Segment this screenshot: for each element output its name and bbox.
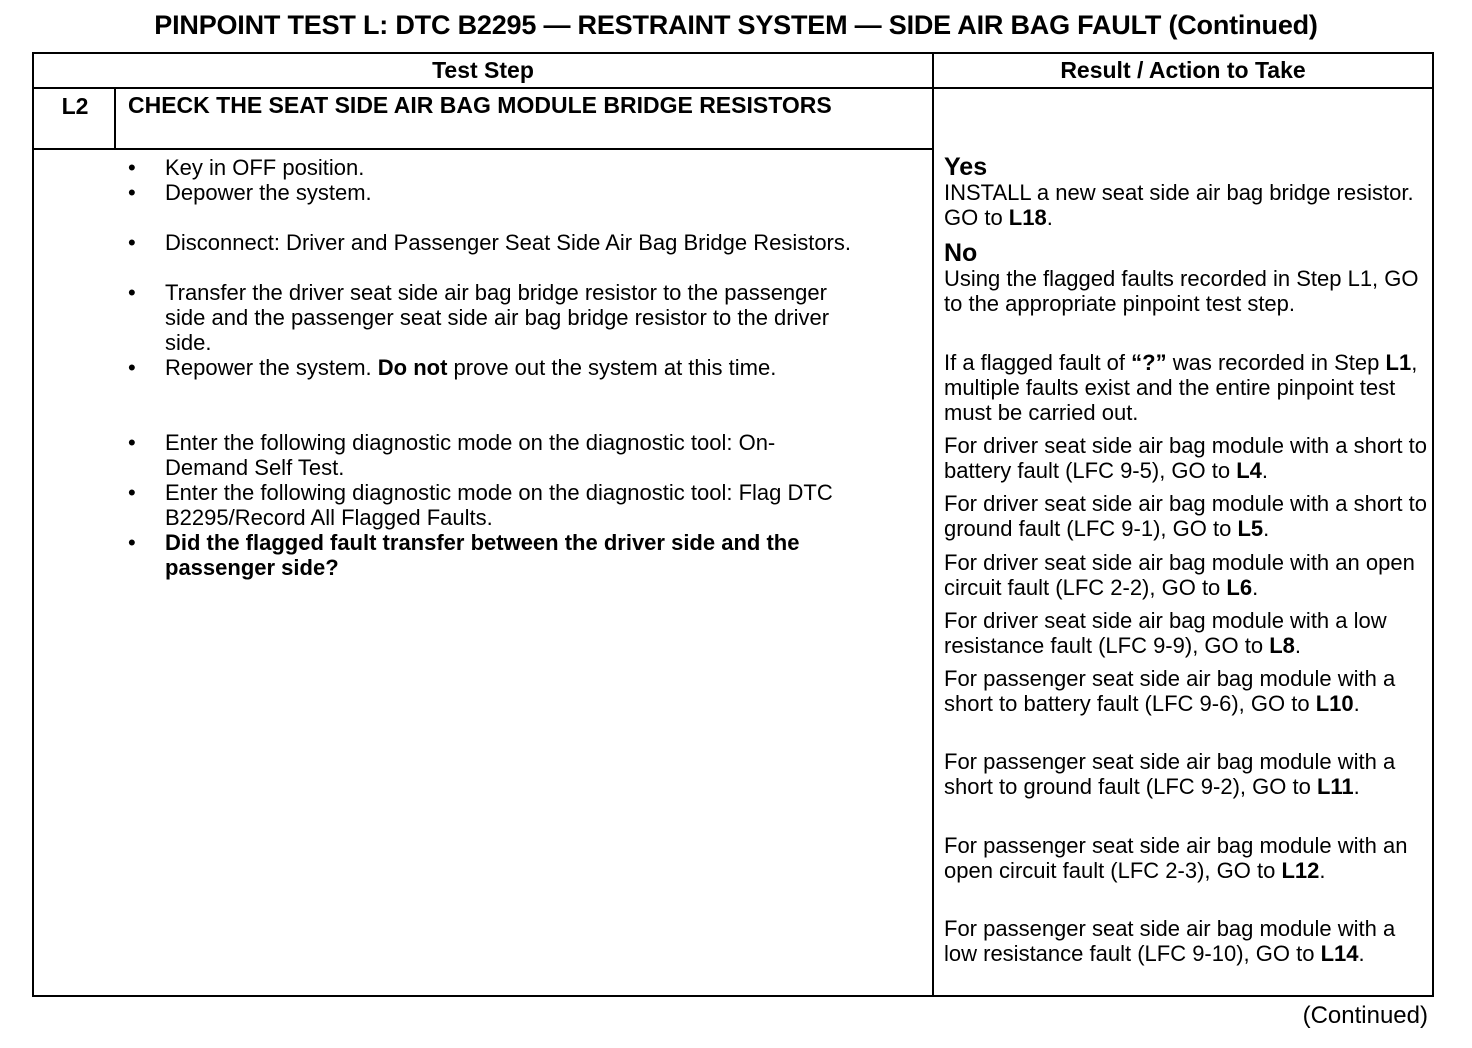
no-text: Using the flagged faults recorded in Step L1, GO to the appropriate pinpoint test step. [944, 266, 1419, 316]
result-action [944, 433, 1432, 483]
bullet-item [128, 155, 918, 180]
action-text: For driver seat side air bag module with a short to ground fault (LFC 9-1), GO to [944, 491, 1428, 541]
note-post: , multiple faults exist and the entire pinpoint test must be carried out. [944, 350, 1418, 425]
action-ref: L10 [1315, 691, 1354, 716]
note-mark: “?” [1131, 350, 1167, 375]
page-title: PINPOINT TEST L: DTC B2295 — RESTRAINT SYSTEM — SIDE AIR BAG FAULT (Continued) [154, 10, 1318, 40]
bullet-question: Did the flagged fault transfer between the driver side and the passenger side? [165, 530, 800, 580]
yes-label: Yes [944, 153, 988, 181]
action-end: . [1319, 858, 1326, 883]
step-title-divider [32, 148, 934, 150]
table-border-bottom [32, 995, 1434, 997]
note-ref: L1 [1385, 350, 1412, 375]
step-id: L2 [61, 93, 89, 119]
bullet-text: Disconnect: Driver and Passenger Seat Side Air Bag Bridge Resistors. [165, 230, 851, 255]
result-yes [944, 154, 1432, 230]
bullet-dot: • [128, 230, 136, 255]
action-text: For driver seat side air bag module with a low resistance fault (LFC 9-9), GO to [944, 608, 1387, 658]
header-result: Result / Action to Take [1060, 57, 1306, 83]
action-end: . [1358, 941, 1365, 966]
action-end: . [1353, 774, 1360, 799]
bullet-text [165, 355, 918, 380]
action-ref: L4 [1236, 458, 1262, 483]
bullet-dot: • [128, 430, 136, 455]
step-id-divider [114, 87, 116, 149]
bullet-text: Transfer the driver seat side air bag bridge resistor to the passenger side and the passenger seat side air bag bridge resistor to the driver side. [165, 280, 830, 355]
continued-label: (Continued) [1302, 1002, 1428, 1029]
bullet-item [128, 180, 918, 205]
bullet-item [128, 230, 918, 255]
action-end: . [1263, 516, 1270, 541]
bullet-text: Depower the system. [165, 180, 372, 205]
table-border-top [32, 52, 1434, 54]
bullet-text: Enter the following diagnostic mode on the diagnostic tool: Flag DTC B2295/Record All Flagged Faults. [165, 480, 833, 530]
bullet-item [128, 355, 918, 380]
bullet-dot: • [128, 155, 136, 180]
bullet-dot: • [128, 480, 136, 505]
action-end: . [1252, 575, 1259, 600]
action-end: . [1261, 458, 1269, 483]
bullet-item [128, 280, 918, 355]
action-text: For passenger seat side air bag module with an open circuit fault (LFC 2-3), GO to [944, 833, 1408, 883]
table-border-left [32, 52, 34, 997]
bullet-item [128, 430, 918, 480]
header-test-step: Test Step [432, 57, 534, 83]
no-label: No [944, 239, 978, 267]
bullet-item [128, 530, 918, 580]
action-text: For passenger seat side air bag module with a short to battery fault (LFC 9-6), GO to [944, 666, 1396, 716]
header-divider [32, 87, 1434, 89]
result-action [944, 666, 1432, 716]
result-no [944, 240, 1432, 316]
result-action [944, 916, 1432, 966]
bullet-dot: • [128, 280, 136, 305]
bullet-item [128, 480, 918, 530]
bullet-dot: • [128, 355, 136, 380]
note-mid: was recorded in Step [1166, 350, 1386, 375]
table-border-right [1432, 52, 1434, 997]
yes-text: INSTALL a new seat side air bag bridge resistor. GO to [944, 180, 1414, 230]
action-ref: L6 [1226, 575, 1253, 600]
bullet-text-post: prove out the system at this time. [447, 355, 777, 380]
bullet-text: Enter the following diagnostic mode on the diagnostic tool: On-Demand Self Test. [165, 430, 776, 480]
step-title: CHECK THE SEAT SIDE AIR BAG MODULE BRIDGE RESISTORS [128, 92, 832, 118]
yes-end: . [1046, 205, 1053, 230]
yes-ref: L18 [1008, 205, 1047, 230]
result-action [944, 550, 1432, 600]
action-end: . [1353, 691, 1360, 716]
action-ref: L8 [1269, 633, 1295, 658]
action-ref: L12 [1281, 858, 1320, 883]
bullet-text-pre: Repower the system. [165, 355, 378, 380]
bullet-dot: • [128, 180, 136, 205]
bullet-dot: • [128, 530, 136, 555]
action-ref: L5 [1237, 516, 1264, 541]
action-text: For driver seat side air bag module with a short to battery fault (LFC 9-5), GO to [944, 433, 1428, 483]
action-text: For passenger seat side air bag module with a short to ground fault (LFC 9-2), GO to [944, 749, 1396, 799]
bullet-text-bold: Do not [377, 355, 448, 380]
action-end: . [1294, 633, 1302, 658]
note-pre: If a flagged fault of [944, 350, 1132, 375]
action-ref: L14 [1320, 941, 1359, 966]
result-action [944, 749, 1432, 799]
bullet-text: Key in OFF position. [165, 155, 365, 180]
result-action [944, 608, 1432, 658]
result-action [944, 491, 1432, 541]
action-text: For passenger seat side air bag module with a low resistance fault (LFC 9-10), GO to [944, 916, 1396, 966]
result-action [944, 833, 1432, 883]
result-question-note [944, 350, 1432, 425]
action-text: For driver seat side air bag module with an open circuit fault (LFC 2-2), GO to [944, 550, 1415, 600]
action-ref: L11 [1316, 774, 1354, 799]
column-divider [932, 52, 934, 997]
